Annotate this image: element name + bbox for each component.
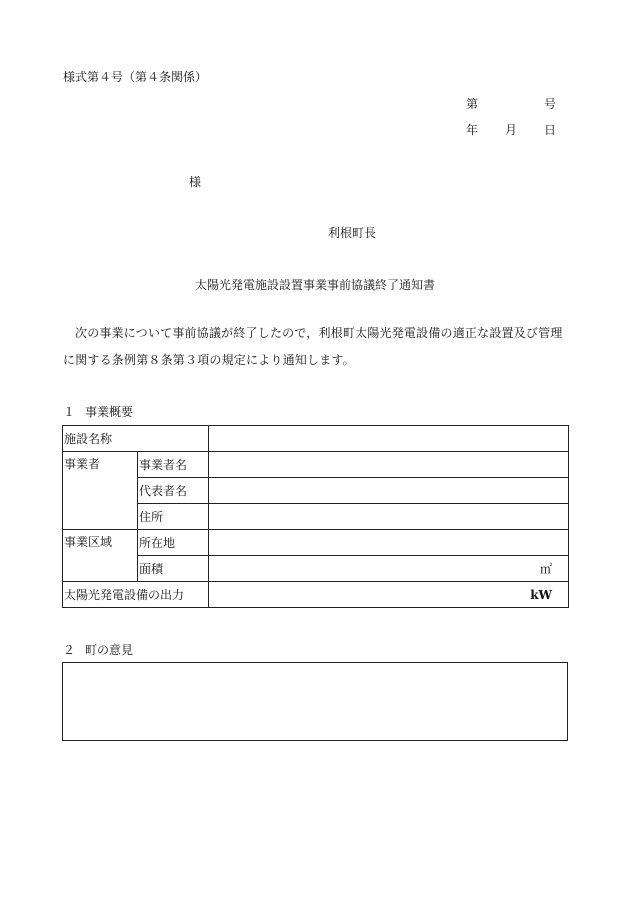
section-2-heading xyxy=(63,641,133,658)
table-row xyxy=(63,452,569,478)
recipient-suffix: 様 xyxy=(189,175,202,189)
table-row xyxy=(63,530,569,556)
operator-name-field[interactable] xyxy=(209,452,569,478)
sender-name: 利根町長 xyxy=(328,226,377,240)
table-row xyxy=(63,556,569,582)
form-number-label: 様式第４号（第４条関係） xyxy=(63,70,208,84)
table-row xyxy=(63,426,569,452)
output-field[interactable] xyxy=(209,582,569,608)
number-suffix: 号 xyxy=(543,97,556,111)
table-row xyxy=(63,478,569,504)
representative-label: 代表者名 xyxy=(138,478,209,504)
date-year: 年 xyxy=(466,123,479,137)
output-unit: kW xyxy=(530,587,553,602)
document-title: 太陽光発電施設設置事業事前協議終了通知書 xyxy=(194,278,435,292)
location-label: 所在地 xyxy=(138,530,209,556)
project-overview-table xyxy=(62,425,569,608)
section-2-number: ２ xyxy=(63,643,76,657)
section-1-heading xyxy=(63,403,133,420)
document-number-line xyxy=(466,95,556,112)
representative-field[interactable] xyxy=(209,478,569,504)
facility-name-label: 施設名称 xyxy=(63,426,209,452)
facility-name-field[interactable] xyxy=(209,426,569,452)
output-label: 太陽光発電設備の出力 xyxy=(63,582,209,608)
table-row xyxy=(63,504,569,530)
section-1-number: １ xyxy=(63,405,76,419)
date-month: 月 xyxy=(504,123,517,137)
operator-name-label: 事業者名 xyxy=(138,452,209,478)
location-field[interactable] xyxy=(209,530,569,556)
address-label: 住所 xyxy=(138,504,209,530)
address-field[interactable] xyxy=(209,504,569,530)
area-label: 面積 xyxy=(138,556,209,582)
operator-label: 事業者 xyxy=(63,452,138,530)
section-1-title: 事業概要 xyxy=(85,405,134,419)
table-row xyxy=(63,582,569,608)
section-2-title: 町の意見 xyxy=(85,643,134,657)
date-day: 日 xyxy=(543,123,556,137)
body-paragraph xyxy=(63,320,568,374)
number-prefix: 第 xyxy=(466,97,479,111)
town-opinion-box[interactable] xyxy=(62,662,568,741)
area-unit: ㎡ xyxy=(540,562,553,576)
area-field[interactable] xyxy=(209,556,569,582)
date-line xyxy=(466,121,556,138)
body-text: 次の事業について事前協議が終了したので，利根町太陽光発電設備の適正な設置及び管理に関する条例第８条第３項の規定により通知します。 xyxy=(63,326,563,367)
project-area-label: 事業区域 xyxy=(63,530,138,582)
